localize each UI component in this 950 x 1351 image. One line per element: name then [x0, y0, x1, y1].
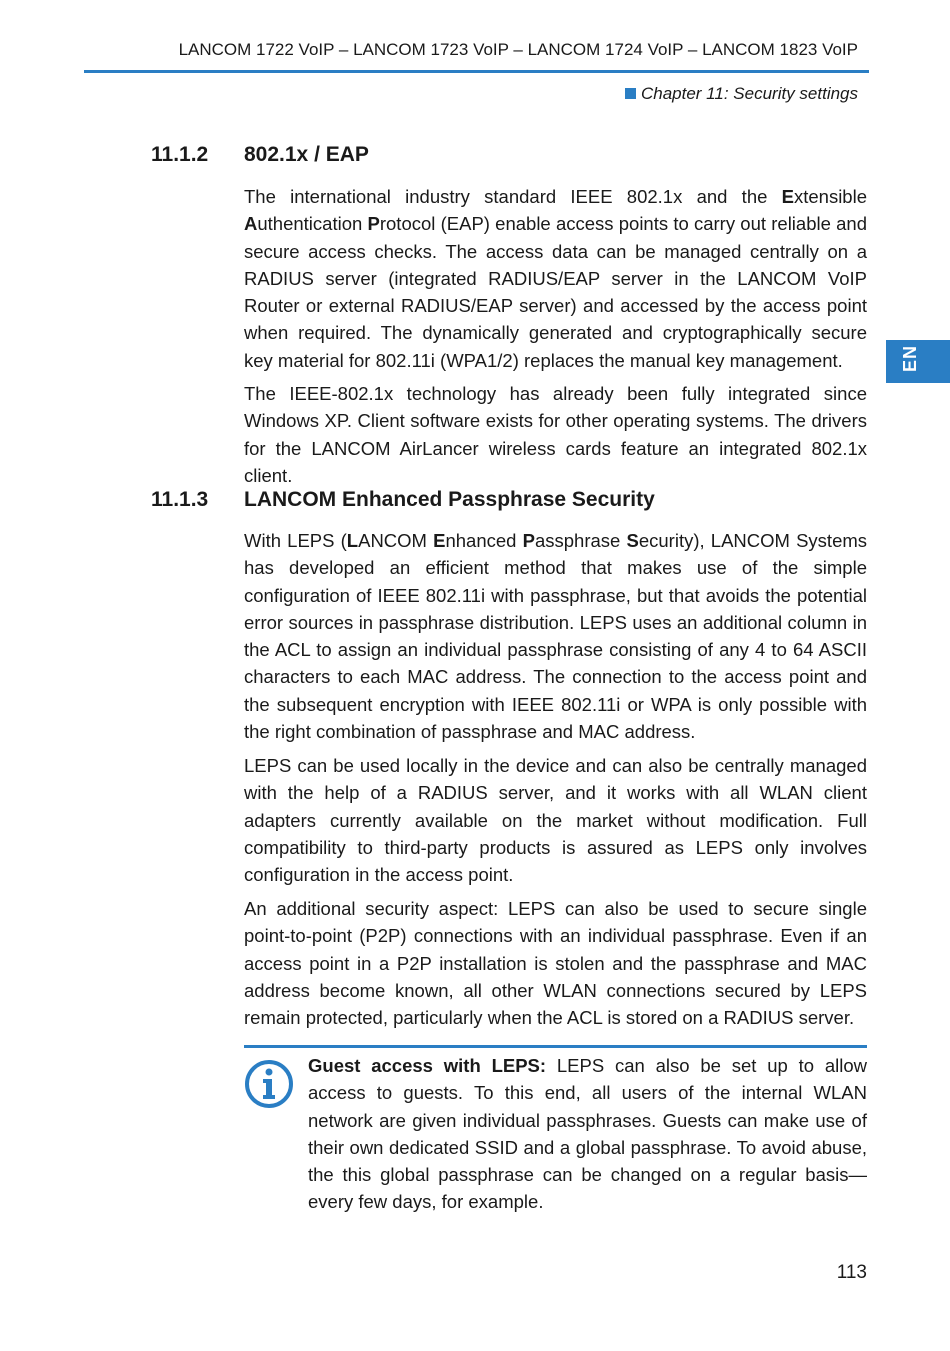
text-run: rotocol (EAP) enable access points to carry out reliable and secure access checks. The access data can be managed centrally on a RADIUS server (integrated RADIUS/EAP server in the LANCOM VoIP Router or external RADIUS/EAP server) and accessed by the access point when required. The dynamically generated and cryptographically secure key material for 802.11i (WPA1/2) replaces the manual key management.: [244, 213, 867, 371]
bold-letter: L: [346, 530, 359, 551]
paragraph-802-1x-intro: [244, 183, 867, 374]
square-bullet-icon: [625, 88, 636, 99]
bold-letter: P: [367, 213, 380, 235]
text-run: ANCOM: [358, 530, 434, 551]
section-number: 11.1.2: [151, 143, 209, 166]
text-run: nhanced: [445, 530, 523, 551]
note-label: Guest access with LEPS:: [308, 1055, 547, 1076]
chapter-title: Chapter 11: Security settings: [640, 84, 858, 103]
header-rule: [84, 70, 869, 73]
text-run: ecurity), LANCOM Systems has developed an efficient method that makes use of the simple configuration of IEEE 802.11i with passphrase, but that avoids the potential error sources in passphrase distribution. LEPS uses an additional column in the ACL to assign an individual passphrase consisting of any 4 to 64 ASCII characters to each MAC address. The connection to the access point and the subsequent encryption with IEEE 802.11i or WPA is only possible with the right combination of passphrase and MAC address.: [244, 530, 868, 743]
section-number: 11.1.3: [151, 488, 209, 511]
section-title: 802.1x / EAP: [244, 143, 369, 166]
page-number: 113: [836, 1262, 867, 1283]
bold-letter: A: [244, 213, 258, 235]
paragraph-leps-intro: [244, 527, 867, 745]
paragraph-802-1x-windows: The IEEE‑802.1x technology has already been fully integrated since Windows XP. Client software exists for other operating systems. The drivers for the LANCOM AirLancer wireless cards feature an integrated 802.1x client.: [244, 383, 867, 486]
note-body: LEPS can also be set up to allow access to guests. To this end, all users of the internal WLAN network are given individual passphrases. Guests can make use of their own dedicated SSID and a global passphrase. To avoid abuse, the this global passphrase can be changed on a regular basis—every few days, for example.: [308, 1055, 867, 1213]
bold-letter: E: [433, 530, 446, 551]
text-run: With LEPS (: [244, 530, 347, 551]
bold-letter: S: [626, 530, 639, 551]
text-run: xtensible: [793, 186, 867, 207]
text-run: The international industry standard IEEE 802.1x and the: [244, 186, 782, 207]
chapter-label: [84, 84, 858, 104]
language-tab: [886, 340, 950, 383]
section-heading-802-1x: [151, 143, 867, 167]
bold-letter: E: [781, 186, 794, 207]
section-title: LANCOM Enhanced Passphrase Security: [244, 488, 655, 511]
bold-letter: P: [522, 530, 535, 551]
note-rule: [244, 1045, 867, 1048]
paragraph-leps-radius: LEPS can be used locally in the device and can also be centrally managed with the help of a RADIUS server, and it works with all WLAN client adapters currently available on the market without modification. Full compatibility to third‑party products is assured as LEPS only involves configuration in the access point.: [244, 755, 867, 886]
language-tab-label: EN: [900, 344, 921, 373]
info-icon: [244, 1058, 294, 1110]
section-heading-leps: [151, 488, 867, 512]
note-guest-access: [308, 1052, 867, 1216]
text-run: assphrase: [534, 530, 627, 551]
text-run: uthentication: [257, 213, 368, 235]
paragraph-leps-p2p: An additional security aspect: LEPS can also be used to secure single point-to‑point (P2P) connections with an individual passphrase. Even if an access point in a P2P installation is stolen and the passphrase and MAC address become known, all other WLAN connections secured by LEPS remain protected, particularly when the ACL is stored on a RADIUS server.: [244, 898, 867, 1029]
running-head: LANCOM 1722 VoIP – LANCOM 1723 VoIP – LANCOM 1724 VoIP – LANCOM 1823 VoIP: [178, 40, 858, 59]
